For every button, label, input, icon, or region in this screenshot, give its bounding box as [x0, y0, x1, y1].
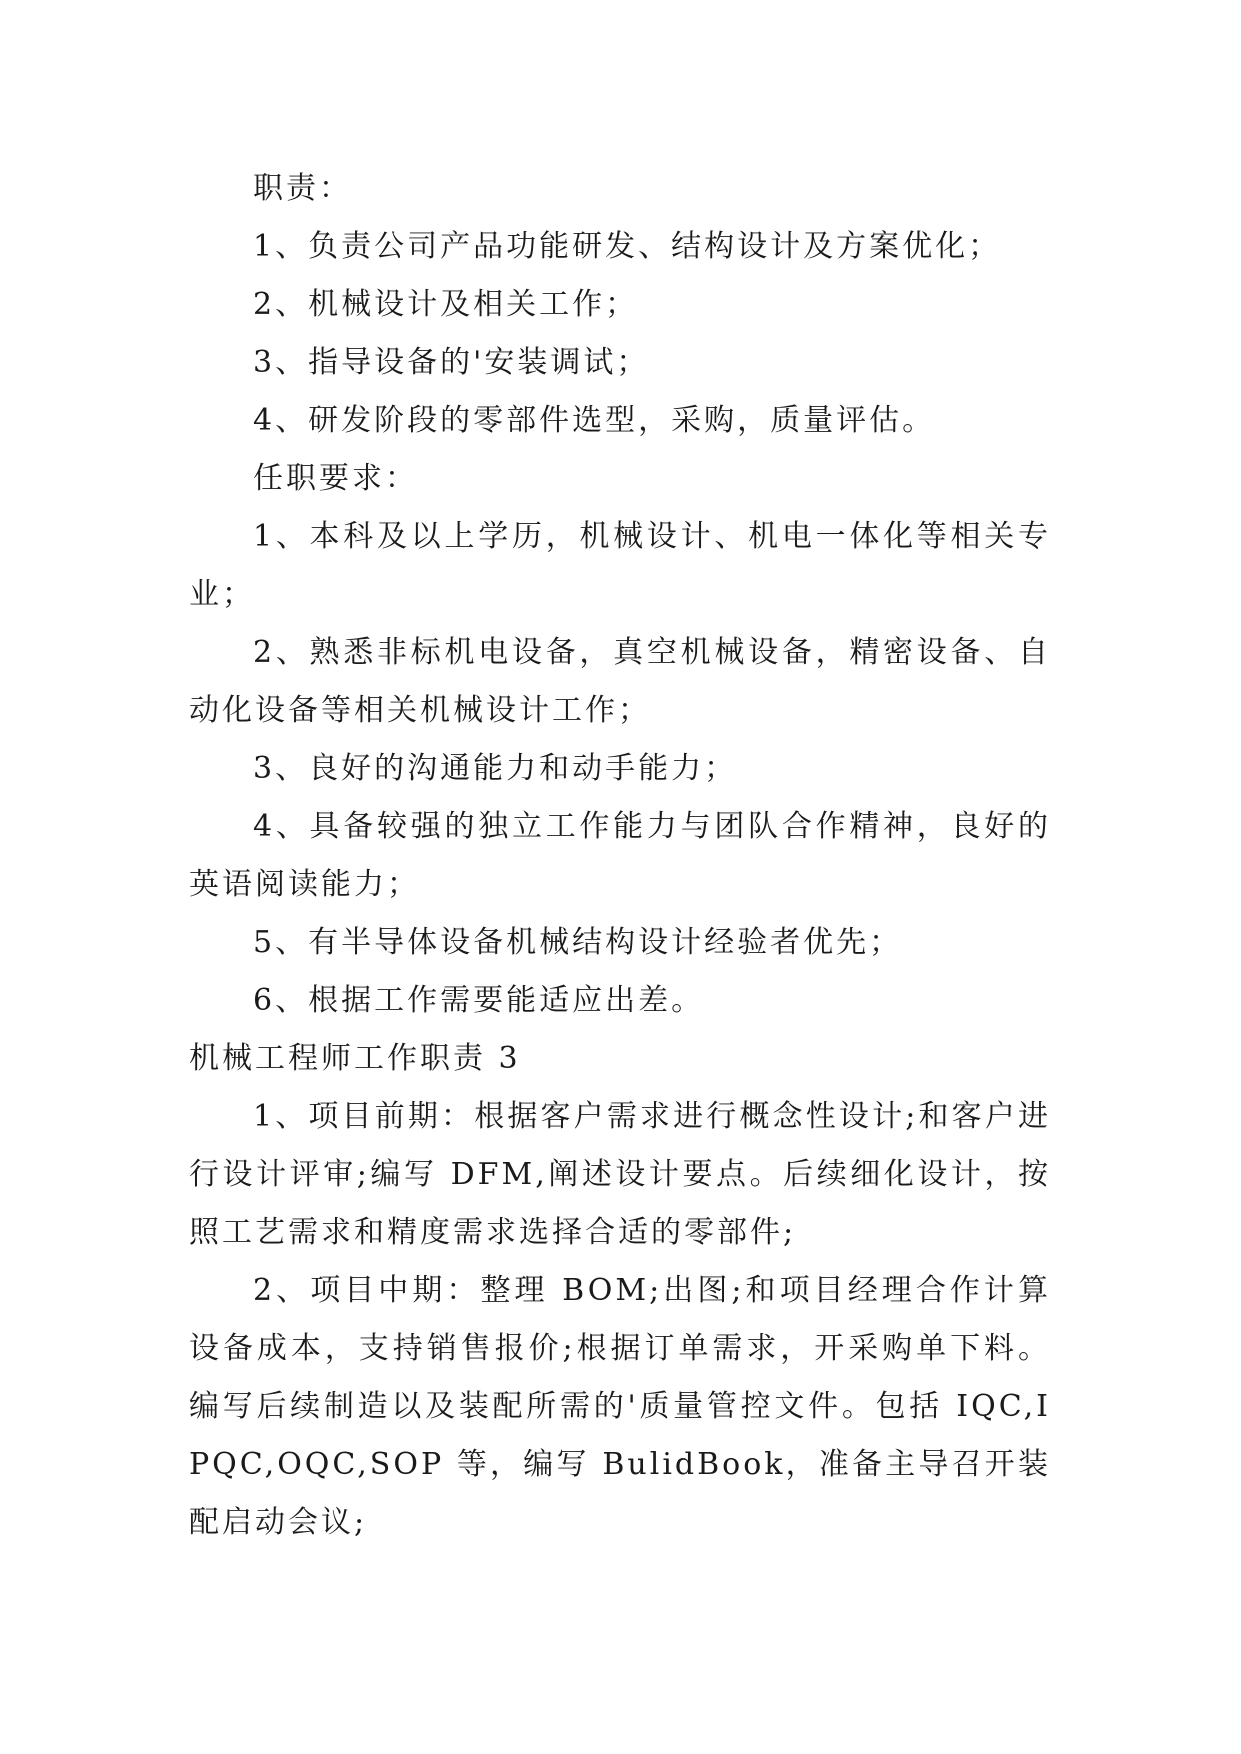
paragraph-requirement-6: 6、根据工作需要能适应出差。 — [253, 983, 705, 1018]
paragraph-requirements-label: 任职要求： — [253, 461, 418, 496]
paragraph-duty-1: 1、负责公司产品功能研发、结构设计及方案优化； — [253, 229, 1002, 264]
paragraph-requirement-4: 4、具备较强的独立工作能力与团队合作精神，良好的英语阅读能力； — [189, 809, 1051, 902]
document-body — [189, 160, 1051, 1552]
paragraph-duty-3: 3、指导设备的'安装调试； — [253, 345, 650, 380]
paragraph-duty-4: 4、研发阶段的零部件选型，采购，质量评估。 — [253, 403, 936, 438]
paragraph-project-early: 1、项目前期：根据客户需求进行概念性设计;和客户进行设计评审;编写 DFM,阐述设计要点。后续细化设计，按照工艺需求和精度需求选择合适的零部件; — [189, 1099, 1051, 1250]
section-heading: 机械工程师工作职责 3 — [189, 1041, 521, 1076]
paragraph-duties-label: 职责： — [253, 171, 352, 206]
paragraph-requirement-2: 2、熟悉非标机电设备，真空机械设备，精密设备、自动化设备等相关机械设计工作； — [189, 635, 1051, 728]
paragraph-requirement-3: 3、良好的沟通能力和动手能力； — [253, 751, 738, 786]
paragraph-requirement-1: 1、本科及以上学历，机械设计、机电一体化等相关专业； — [189, 519, 1051, 612]
paragraph-requirement-5: 5、有半导体设备机械结构设计经验者优先； — [253, 925, 903, 960]
paragraph-project-mid: 2、项目中期：整理 BOM;出图;和项目经理合作计算设备成本，支持销售报价;根据订单需求，开采购单下料。编写后续制造以及装配所需的'质量管控文件。包括 IQC,IPQC,OQC,SOP 等，编写 BulidBook，准备主导召开装配启动会议; — [189, 1273, 1051, 1540]
paragraph-duty-2: 2、机械设计及相关工作； — [253, 287, 639, 322]
